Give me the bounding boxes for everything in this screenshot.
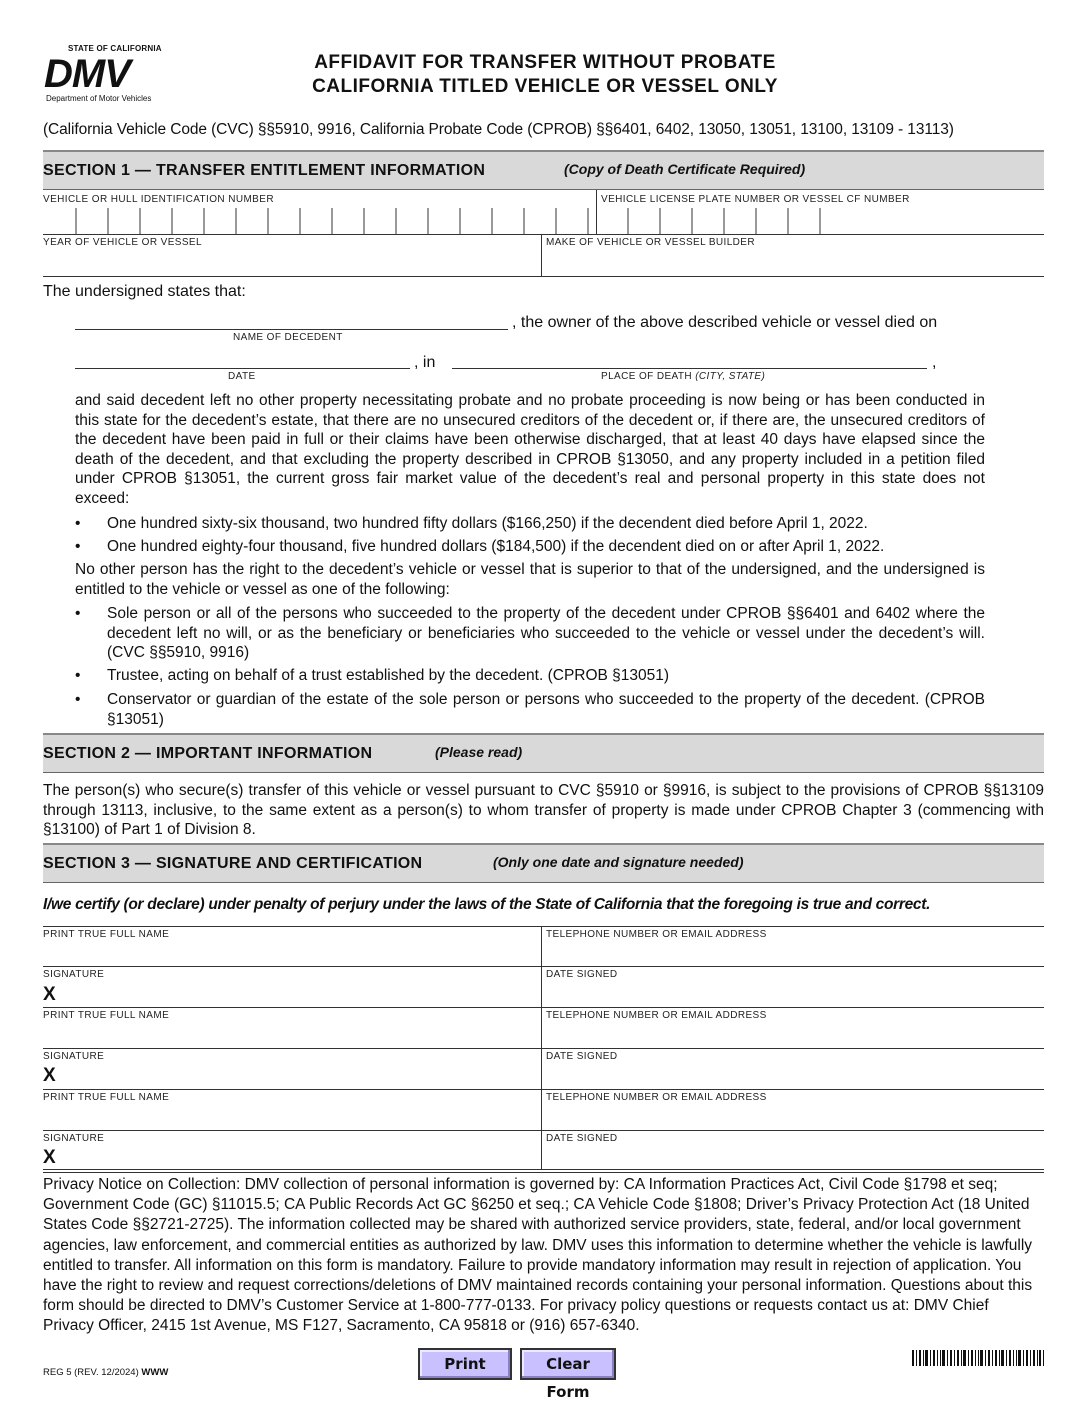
row-divider (43, 926, 1044, 927)
date-label: DATE (228, 371, 256, 382)
place-of-death-label (601, 371, 765, 382)
print-name-input[interactable] (43, 1023, 539, 1047)
signature-label: SIGNATURE (43, 1051, 105, 1062)
entitlement-bullet-text: Trustee, acting on behalf of a trust established by the decedent. (CPROB §13051) (107, 667, 670, 684)
row-divider (43, 1172, 1044, 1173)
date-signed-label: DATE SIGNED (546, 1133, 618, 1144)
vin-box-ticks (43, 208, 596, 234)
date-signed-label: DATE SIGNED (546, 1051, 618, 1062)
phone-email-input[interactable] (546, 1105, 1044, 1129)
vin-plate-divider (596, 190, 597, 234)
entitlement-paragraph: No other person has the right to the decedent’s vehicle or vessel that is superior to that of the undersigned, and the undersigned is entitled to the vehicle or vessel as one of the following: (75, 561, 985, 598)
signature-input[interactable] (62, 982, 539, 1006)
decedent-name-line[interactable] (75, 329, 508, 330)
date-signed-input[interactable] (546, 1146, 1044, 1168)
row-divider (43, 1048, 1044, 1049)
print-name-input[interactable] (43, 942, 539, 966)
value-bullet-text: One hundred sixty-six thousand, two hundred fifty dollars ($166,250) if the decendent died before April 1, 2022. (107, 515, 868, 532)
entitlement-bullet (75, 690, 985, 730)
phone-email-label: TELEPHONE NUMBER OR EMAIL ADDRESS (546, 929, 767, 940)
value-bullet (75, 537, 985, 557)
undersigned-states: The undersigned states that: (43, 283, 246, 300)
place-of-death-label-suffix: (CITY, STATE) (695, 371, 766, 382)
entitlement-bullet (75, 604, 985, 664)
dmv-logo (44, 44, 194, 104)
signature-input[interactable] (62, 1146, 539, 1168)
phone-email-input[interactable] (546, 1023, 1044, 1047)
year-label: YEAR OF VEHICLE OR VESSEL (43, 237, 202, 248)
row-divider (43, 276, 1044, 277)
year-input[interactable] (43, 250, 540, 274)
row-divider (43, 234, 1044, 235)
bullet-dot: • (75, 691, 81, 708)
row-divider (43, 1130, 1044, 1131)
signature-label: SIGNATURE (43, 969, 105, 980)
entitlement-bullet-text: Conservator or guardian of the estate of the sole person or persons who succeeded to the property of the decedent. (CPROB §13051) (107, 691, 985, 728)
signature-input[interactable] (62, 1064, 539, 1088)
bullet-dot: • (75, 605, 81, 622)
print-name-input[interactable] (43, 1105, 539, 1129)
decedent-name-label: NAME OF DECEDENT (233, 332, 343, 343)
make-label: MAKE OF VEHICLE OR VESSEL BUILDER (546, 237, 755, 248)
bullet-dot: • (75, 538, 81, 555)
comma-text: , (932, 354, 937, 371)
print-name-label: PRINT TRUE FULL NAME (43, 1010, 170, 1021)
section2-text: The person(s) who secure(s) transfer of this vehicle or vessel pursuant to CVC §5910 or §9916, is subject to the provisions of CPROB §§13109 through 13113, inclusive, to the same extent as a person(s) to whom transfer of property is made under CPROB Chapter 3 (commencing with §13100) of Part 1 of Division 8. (43, 782, 1044, 838)
section3-heading: SECTION 3 — SIGNATURE AND CERTIFICATION (43, 855, 423, 872)
row-divider (43, 1089, 1044, 1090)
section3-header (43, 843, 1044, 883)
section1-header (43, 150, 1044, 190)
print-name-label: PRINT TRUE FULL NAME (43, 929, 170, 940)
signature-x-mark: X (43, 1065, 56, 1086)
owner-died-text: , the owner of the above described vehicle or vessel died on (512, 314, 938, 331)
section3-note: (Only one date and signature needed) (493, 854, 744, 870)
logo-dmv-text: DMV (44, 52, 130, 96)
signature-x-mark: X (43, 984, 56, 1005)
logo-state-text: STATE OF CALIFORNIA (68, 44, 162, 53)
phone-email-input[interactable] (546, 942, 1044, 966)
value-bullet-text: One hundred eighty-four thousand, five hundred dollars ($184,500) if the decendent died on or after April 1, 2022. (107, 538, 885, 555)
entitlement-bullet (75, 666, 985, 686)
legal-citation: (California Vehicle Code (CVC) §§5910, 9916, California Probate Code (CPROB) §§6401, 6402, 13050, 13051, 13100, 13109 - 13113) (43, 121, 954, 138)
plate-box-ticks (600, 208, 1044, 234)
date-signed-label: DATE SIGNED (546, 969, 618, 980)
print-button[interactable]: Print (418, 1348, 512, 1380)
make-input[interactable] (546, 250, 1044, 274)
bullet-dot: • (75, 667, 81, 684)
barcode (912, 1350, 1044, 1366)
row-divider (43, 1007, 1044, 1008)
entitlement-bullet-text: Sole person or all of the persons who succeeded to the property of the decedent under CPROB §§6401 and 6402 where the decedent left no will, or as the beneficiary or beneficiaries who succeeded to the vehicle or vessel under the decedent’s will. (CVC §§5910, 9916) (107, 605, 985, 661)
form-id-suffix: WWW (141, 1367, 169, 1378)
year-make-divider (541, 234, 542, 276)
value-bullet (75, 514, 985, 534)
bullet-dot: • (75, 515, 81, 532)
death-place-line[interactable] (452, 368, 927, 369)
phone-email-label: TELEPHONE NUMBER OR EMAIL ADDRESS (546, 1010, 767, 1021)
section2-heading: SECTION 2 — IMPORTANT INFORMATION (43, 745, 373, 762)
estate-paragraph: and said decedent left no other property necessitating probate and no probate proceeding is now being or has been conducted in this state for the decedent’s estate, that there are no unsecured creditors of the decedent or, if there are, the unsecured creditors of the decedent have been paid in full or their claims have been otherwise discharged, that at least 40 days have elapsed since the death of the decedent, and that excluding the property described in CPROB §13050, and any property included in a petition filed under CPROB §13051, the current gross fair market value of the decedent’s real and personal property in this state does not exceed: (75, 392, 985, 507)
section1-note: (Copy of Death Certificate Required) (564, 161, 806, 177)
row-divider (43, 966, 1044, 967)
in-text: , in (414, 354, 436, 371)
plate-label: VEHICLE LICENSE PLATE NUMBER OR VESSEL CF NUMBER (601, 194, 910, 205)
plate-input[interactable] (600, 208, 1044, 234)
death-date-line[interactable] (75, 368, 410, 369)
phone-email-label: TELEPHONE NUMBER OR EMAIL ADDRESS (546, 1092, 767, 1103)
privacy-notice: Privacy Notice on Collection: DMV collection of personal information is governed by: CA Information Practices Act, Civil Code §1798 et seq; Government Code (GC) §11015.5; CA Public Records Act GC §6250 et seq.; CA Vehicle Code §1808; Driver’s Privacy Protection Act (18 United States Code §§2721-2725). The information collected may be shared with authorized service providers, state, federal, and/or local government agencies, law enforcement, and commercial entities as authorized by law. DMV uses this information to determine whether the vehicle is lawfully entitled to transfer. All information on this form is mandatory. Failure to provide mandatory information may result in rejection of application. You have the right to review and request corrections/deletions of DMV maintained records containing your personal information. Questions about this form should be directed to DMV’s Customer Service at 1-800-777-0133. For privacy policy questions or requests contact us at: DMV Chief Privacy Officer, 2415 1st Avenue, MS F127, Sacramento, CA 95818 or (916) 657-6340. (43, 1176, 1033, 1335)
form-title-line1: AFFIDAVIT FOR TRANSFER WITHOUT PROBATE (314, 52, 776, 73)
date-signed-input[interactable] (546, 1064, 1044, 1088)
form-id-text: REG 5 (REV. 12/2024) (43, 1367, 139, 1378)
print-name-label: PRINT TRUE FULL NAME (43, 1092, 170, 1103)
clear-form-button[interactable]: Clear Form (520, 1348, 616, 1380)
logo-department-text: Department of Motor Vehicles (46, 94, 152, 103)
section2-note: (Please read) (435, 744, 523, 760)
place-of-death-label-text: PLACE OF DEATH (601, 371, 692, 382)
section2-header (43, 733, 1044, 773)
perjury-certification: I/we certify (or declare) under penalty of perjury under the laws of the State of California that the foregoing is true and correct. (43, 896, 931, 913)
signature-x-mark: X (43, 1147, 56, 1168)
vin-input[interactable] (43, 208, 596, 234)
signature-label: SIGNATURE (43, 1133, 105, 1144)
vin-label: VEHICLE OR HULL IDENTIFICATION NUMBER (43, 194, 274, 205)
date-signed-input[interactable] (546, 982, 1044, 1006)
row-divider (43, 1169, 1044, 1170)
form-id (43, 1367, 168, 1378)
signature-table-divider (541, 926, 542, 1169)
section1-heading: SECTION 1 — TRANSFER ENTITLEMENT INFORMATION (43, 162, 486, 179)
form-title-line2: CALIFORNIA TITLED VEHICLE OR VESSEL ONLY (312, 76, 778, 97)
